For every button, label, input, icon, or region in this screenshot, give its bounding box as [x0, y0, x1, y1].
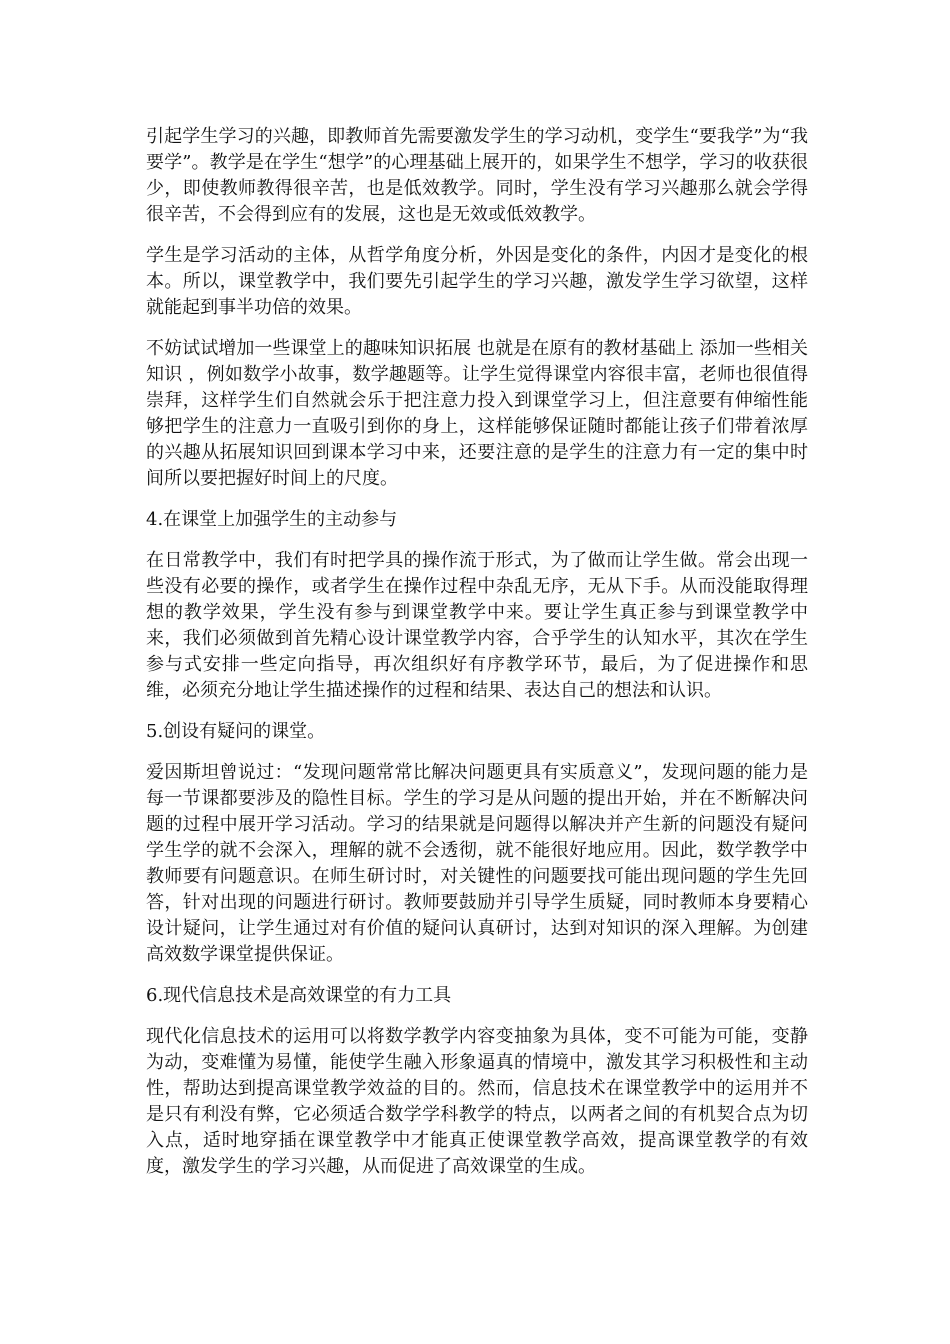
document-body [146, 124, 808, 1195]
paragraph-student-subject: 学生是学习活动的主体，从哲学角度分析，外因是变化的条件，内因才是变化的根本。所以，课堂教学中，我们要先引起学生的学习兴趣，激发学生学习欲望，这样就能起到事半功倍的效果。 [146, 245, 808, 318]
paragraph-knowledge-extension: 不妨试试增加一些课堂上的趣味知识拓展 也就是在原有的教材基础上 添加一些相关知识 ，例如数学小故事，数学趣题等。让学生觉得课堂内容很丰富，老师也很值得崇拜，这样学生们自然就会乐于把注意力投入到课堂学习上，但注意要有伸缩性能够把学生的注意力一直吸引到你的身上，这样能够保证随时都能让孩子们带着浓厚的兴趣从拓展知识回到课本学习中来，还要注意的是学生的注意力有一定的集中时间所以要把握好时间上的尺度。 [146, 338, 808, 489]
paragraph-information-technology: 现代化信息技术的运用可以将数学教学内容变抽象为具体，变不可能为可能，变静为动，变难懂为易懂，能使学生融入形象逼真的情境中，激发其学习积极性和主动性，帮助达到提高课堂教学效益的目的。然而，信息技术在课堂教学中的运用并不是只有利没有弊，它必须适合数学学科教学的特点，以两者之间的有机契合点为切入点，适时地穿插在课堂教学中才能真正使课堂教学高效，提高课堂教学的有效度，激发学生的学习兴趣，从而促进了高效课堂的生成。 [146, 1026, 808, 1177]
section-heading-4: 4.在课堂上加强学生的主动参与 [146, 509, 398, 530]
paragraph-questioning-classroom: 爱因斯坦曾说过：“发现问题常常比解决问题更具有实质意义”，发现问题的能力是每一节课都要涉及的隐性目标。学生的学习是从问题的提出开始，并在不断解决问题的过程中展开学习活动。学习的结果就是问题得以解决并产生新的问题没有疑问学生学的就不会深入，理解的就不会透彻，就不能很好地应用。因此，数学教学中教师要有问题意识。在师生研讨时，对关键性的问题要找可能出现问题的学生先回答，针对出现的问题进行研讨。教师要鼓励并引导学生质疑，同时教师本身要精心设计疑问，让学生通过对有价值的疑问认真研讨，达到对知识的深入理解。为创建高效数学课堂提供保证。 [146, 762, 808, 965]
section-heading-5: 5.创设有疑问的课堂。 [146, 721, 326, 742]
paragraph-active-participation: 在日常教学中，我们有时把学具的操作流于形式，为了做而让学生做。常会出现一些没有必要的操作，或者学生在操作过程中杂乱无序，无从下手。从而没能取得理想的教学效果，学生没有参与到课堂教学中来。要让学生真正参与到课堂教学中来，我们必须做到首先精心设计课堂教学内容，合乎学生的认知水平，其次在学生参与式安排一些定向指导，再次组织好有序教学环节，最后，为了促进操作和思维，必须充分地让学生描述操作的过程和结果、表达自己的想法和认识。 [146, 550, 808, 701]
paragraph-learning-interest: 引起学生学习的兴趣，即教师首先需要激发学生的学习动机，变学生“要我学”为“我要学”。教学是在学生“想学”的心理基础上展开的，如果学生不想学，学习的收获很少，即使教师教得很辛苦，也是低效教学。同时，学生没有学习兴趣那么就会学得很辛苦，不会得到应有的发展，这也是无效或低效教学。 [146, 126, 808, 225]
section-heading-6: 6.现代信息技术是高效课堂的有力工具 [146, 985, 452, 1006]
